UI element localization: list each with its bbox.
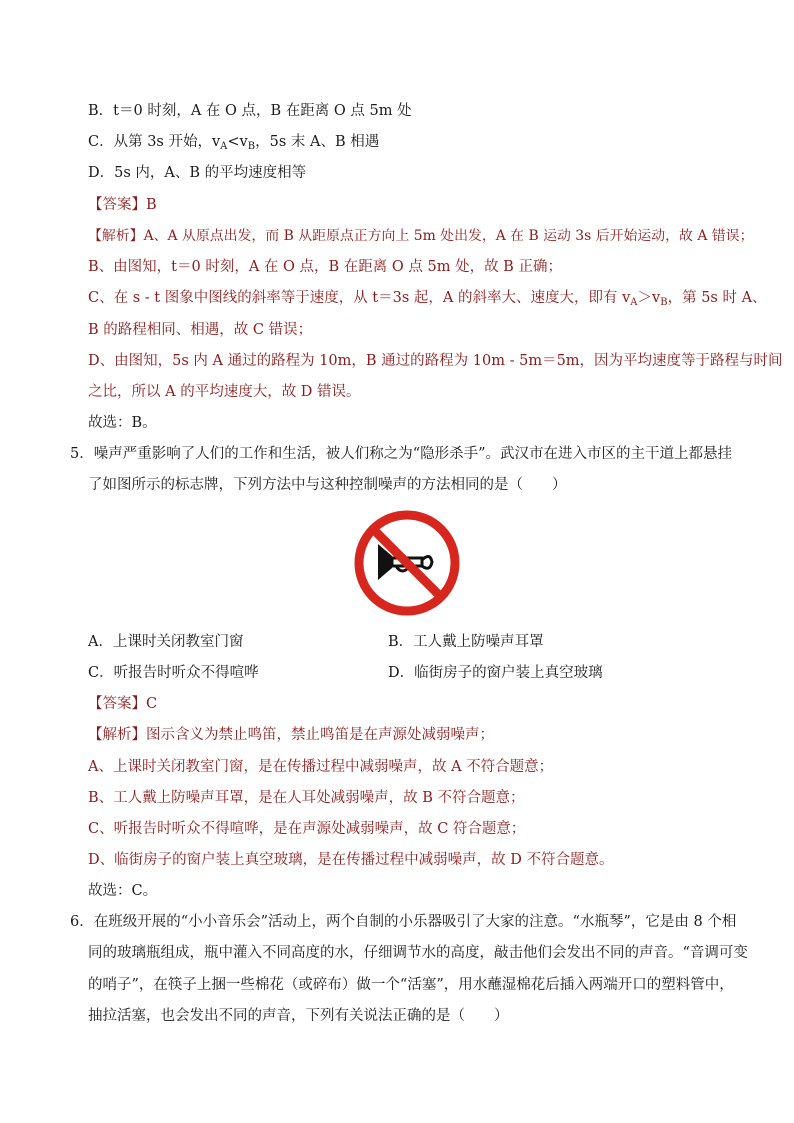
q6-stem-4: 抽拉活塞，也会发出不同的声音，下列有关说法正确的是（ ） bbox=[88, 1008, 509, 1024]
q4-option-c: C．从第 3s 开始，$v_A<v_B$，5s 末 A、B 相遇 bbox=[88, 134, 380, 152]
q5-stem-1: 5．噪声严重影响了人们的工作和生活，被人们称之为“隐形杀手”。武汉市在进入市区的主干道上都悬挂 bbox=[70, 446, 733, 462]
q5-option-d: D．临街房子的窗户装上真空玻璃 bbox=[388, 665, 603, 681]
q5-explanation-3: B、工人戴上防噪声耳罩，是在人耳处减弱噪声，故 B 不符合题意； bbox=[88, 790, 525, 806]
q6-stem-1: 6．在班级开展的“小小音乐会”活动上，两个自制的小乐器吸引了大家的注意。“水瓶琴”，它是由 8 个相 bbox=[70, 914, 737, 930]
q4-explanation-5: D、由图知，5s 内 A 通过的路程为 10m，B 通过的路程为 10m - 5m＝5m，因为平均速度等于路程与时间 bbox=[88, 353, 783, 369]
q4-explanation-1: 【解析】A、A 从原点出发，而 B 从距原点正方向上 5m 处出发，A 在 B 运动 3s 后开始运动，故 A 错误； bbox=[88, 228, 754, 244]
q5-options-row-2 bbox=[88, 663, 734, 683]
q4-choose: 故选：B。 bbox=[88, 415, 157, 431]
q5-options-row-1 bbox=[88, 632, 734, 652]
q5-explanation-4: C、听报告时听众不得喧哗，是在声源处减弱噪声，故 C 符合题意； bbox=[88, 821, 526, 837]
q5-explanation-2: A、上课时关闭教室门窗，是在传播过程中减弱噪声，故 A 不符合题意； bbox=[88, 759, 554, 775]
q5-option-a: A．上课时关闭教室门窗 bbox=[88, 634, 244, 650]
q6-stem-2: 同的玻璃瓶组成，瓶中灌入不同高度的水，仔细调节水的高度，敲击他们会发出不同的声音。“音调可变 bbox=[88, 945, 748, 961]
q5-choose: 故选：C。 bbox=[88, 883, 158, 899]
q4-explanation-4: B 的路程相同、相遇，故 C 错误； bbox=[88, 322, 313, 338]
q4-option-b: B．t＝0 时刻，A 在 O 点，B 在距离 O 点 5m 处 bbox=[88, 103, 412, 119]
q4-answer: 【答案】B bbox=[88, 197, 157, 213]
q5-stem-2: 了如图所示的标志牌，下列方法中与这种控制噪声的方法相同的是（ ） bbox=[88, 477, 567, 493]
q4-explanation-2: B、由图知，t＝0 时刻，A 在 O 点，B 在距离 O 点 5m 处，故 B 正确； bbox=[88, 259, 562, 275]
q5-explanation-1: 【解析】图示含义为禁止鸣笛，禁止鸣笛是在声源处减弱噪声； bbox=[88, 727, 494, 743]
q5-answer: 【答案】C bbox=[88, 696, 158, 712]
q5-option-c: C．听报告时听众不得喧哗 bbox=[88, 665, 259, 681]
q4-explanation-6: 之比，所以 A 的平均速度大，故 D 错误。 bbox=[88, 384, 361, 400]
q6-stem-3: 的哨子”，在筷子上捆一些棉花（或碎布）做一个“活塞”，用水蘸湿棉花后插入两端开口的塑料管中， bbox=[88, 977, 734, 993]
q5-option-b: B．工人戴上防噪声耳罩 bbox=[388, 634, 544, 650]
q5-explanation-5: D、临街房子的窗户装上真空玻璃，是在传播过程中减弱噪声，故 D 不符合题意。 bbox=[88, 852, 614, 868]
q4-option-d: D．5s 内，A、B 的平均速度相等 bbox=[88, 165, 307, 181]
no-horn-sign-icon bbox=[352, 508, 462, 618]
q4-explanation-3: C、在 s - t 图象中图线的斜率等于速度，从 t＝3s 起，A 的斜率大、速度大，即有 $v_A>v_B$，第 5s 时 A、 bbox=[88, 290, 767, 308]
